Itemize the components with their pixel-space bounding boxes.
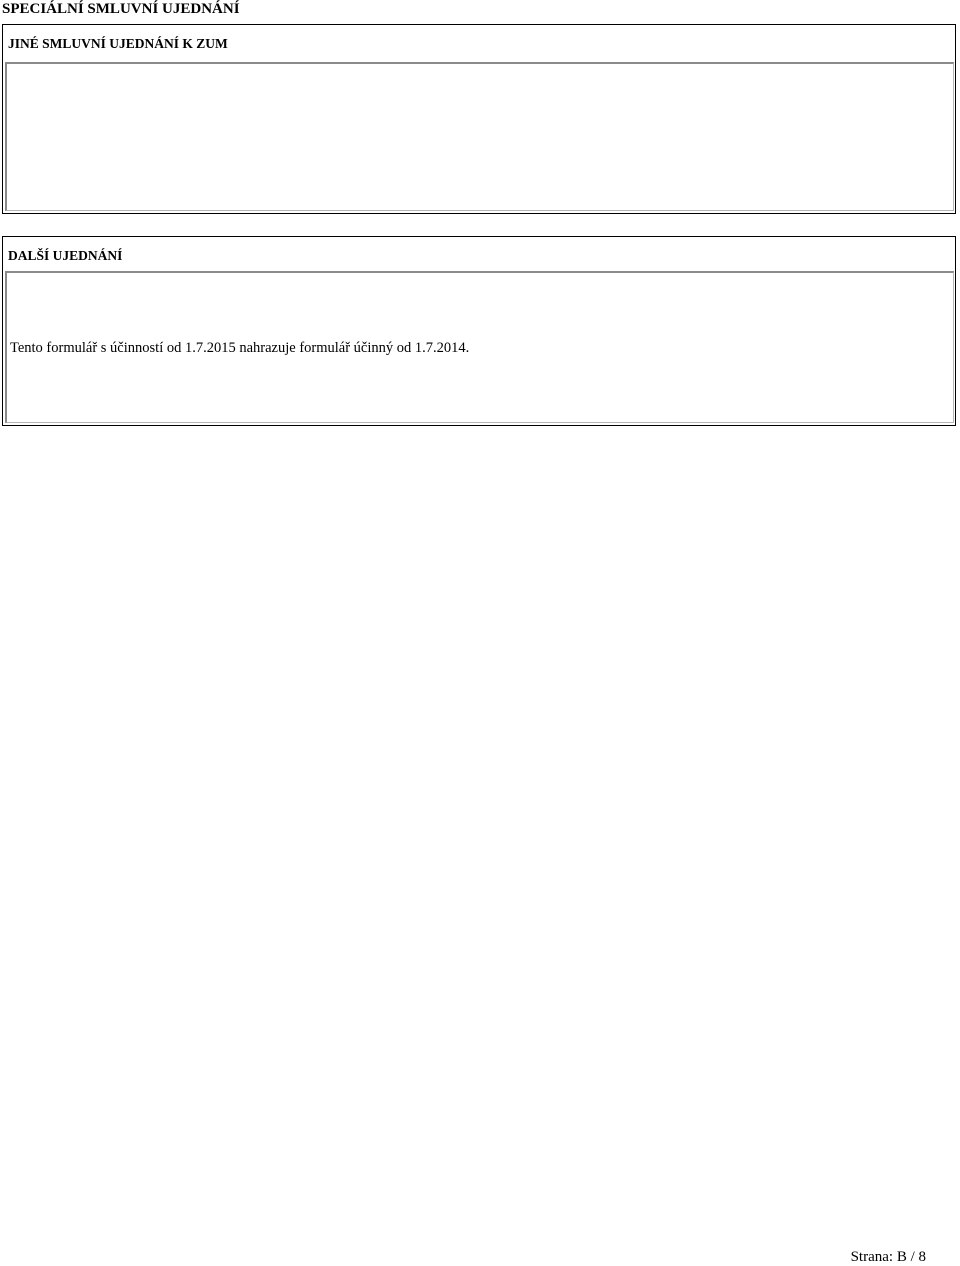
text-field-value-further-agreements: Tento formulář s účinností od 1.7.2015 nahrazuje formulář účinný od 1.7.2014. bbox=[10, 340, 470, 356]
text-field-further-agreements[interactable] bbox=[5, 271, 954, 423]
section-header-further-agreements: DALŠÍ UJEDNÁNÍ bbox=[8, 248, 123, 263]
section-other-agreements bbox=[2, 24, 956, 214]
page-number: Strana: B / 8 bbox=[850, 1249, 926, 1265]
text-field-other-agreements[interactable] bbox=[5, 62, 954, 211]
section-header-other-agreements: JINÉ SMLUVNÍ UJEDNÁNÍ K ZUM bbox=[8, 36, 228, 51]
document-title: SPECIÁLNÍ SMLUVNÍ UJEDNÁNÍ bbox=[2, 1, 240, 17]
section-further-agreements bbox=[2, 236, 956, 426]
